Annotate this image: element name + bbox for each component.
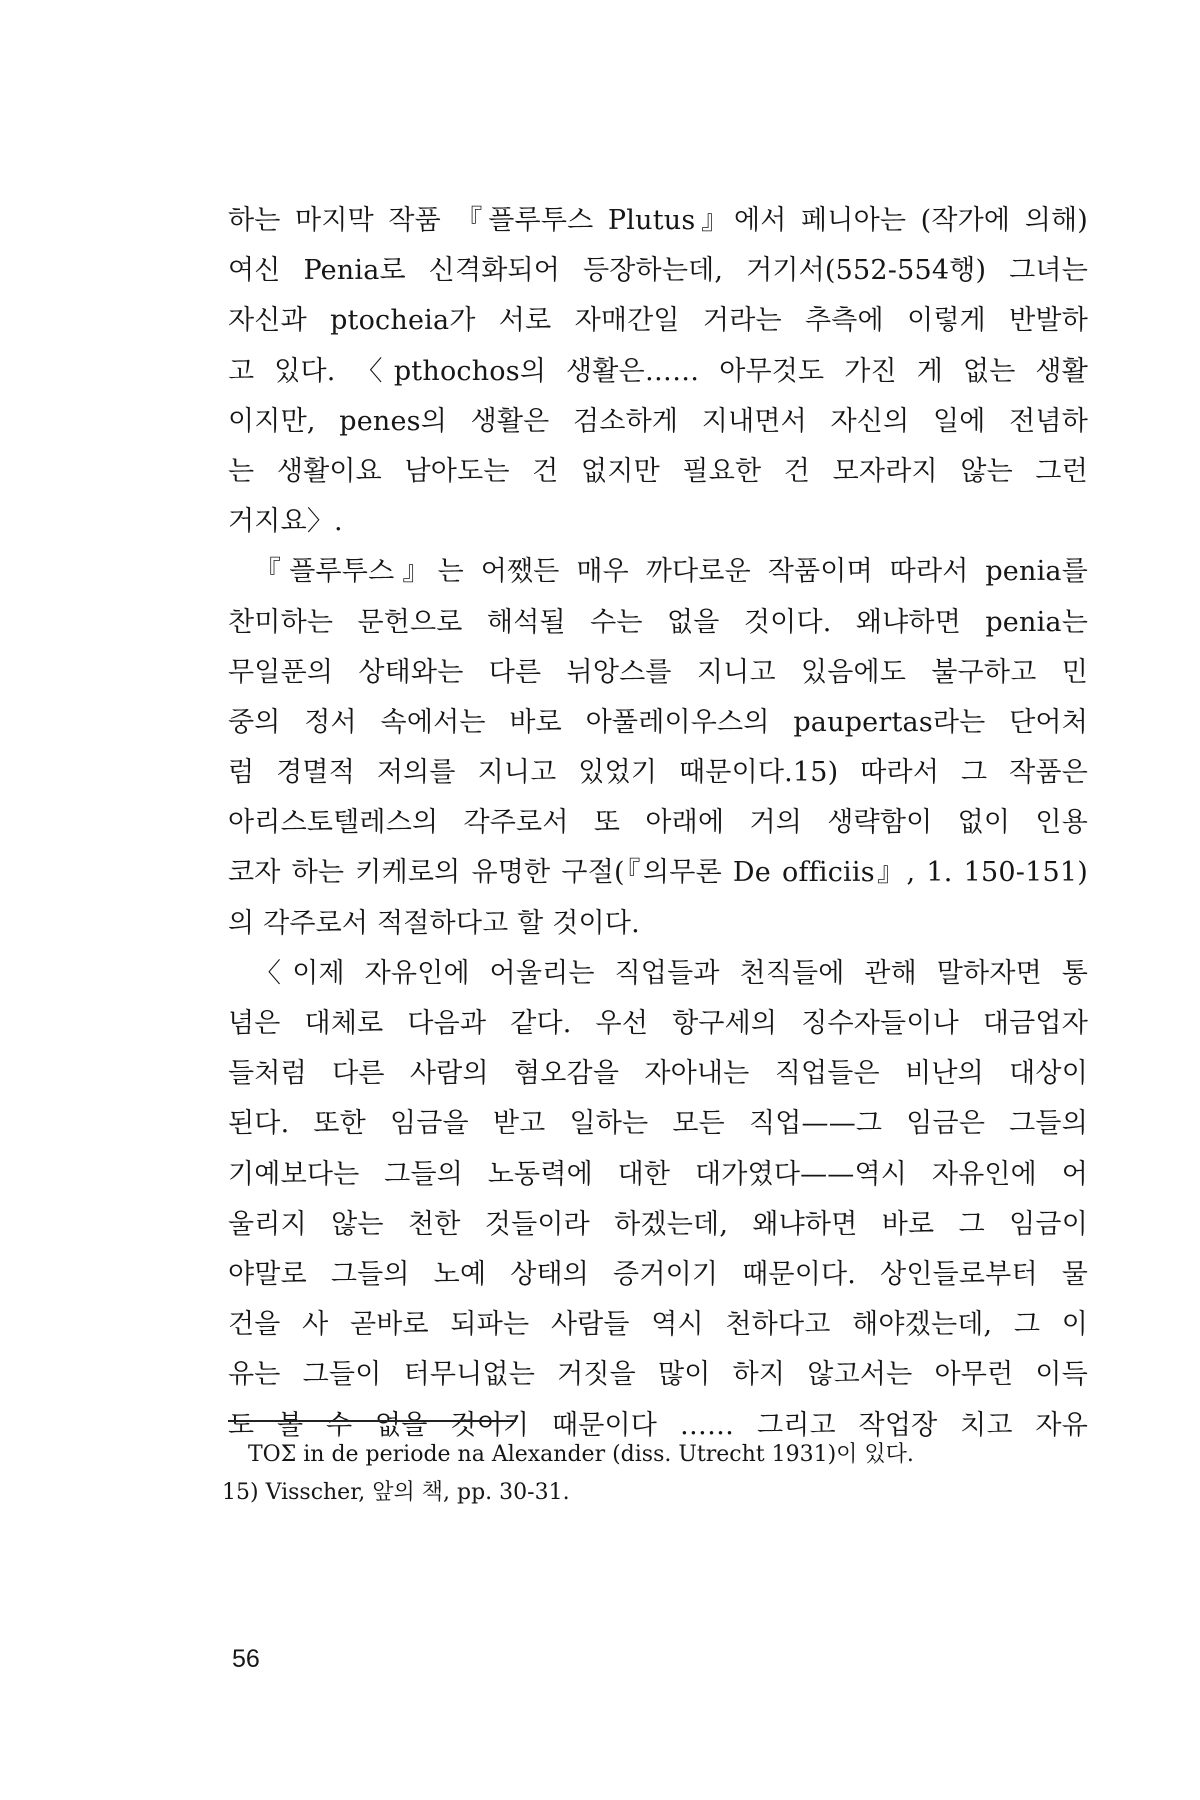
text-line: 『플루투스』는 어쨌든 매우 까다로운 작품이며 따라서 penia를	[254, 556, 1088, 588]
text-line: 야말로 그들의 노예 상태의 증거이기 때문이다. 상인들로부터 물	[228, 1258, 1088, 1290]
text-line: 찬미하는 문헌으로 해석될 수는 없을 것이다. 왜냐하면 penia는	[228, 606, 1088, 638]
text-line: 이지만, penes의 생활은 검소하게 지내면서 자신의 일에 전념하	[228, 405, 1088, 437]
text-line: 럼 경멸적 저의를 지니고 있었기 때문이다.15) 따라서 그 작품은	[228, 757, 1088, 789]
text-line: 된다. 또한 임금을 받고 일하는 모든 직업——그 임금은 그들의	[228, 1108, 1088, 1140]
text-line: 무일푼의 상태와는 다른 뉘앙스를 지니고 있음에도 불구하고 민	[228, 656, 1088, 688]
page-number: 56	[232, 1645, 260, 1673]
text-line: 〈이제 자유인에 어울리는 직업들과 천직들에 관해 말하자면 통	[254, 957, 1088, 989]
text-line: 들처럼 다른 사람의 혐오감을 자아내는 직업들은 비난의 대상이	[228, 1058, 1088, 1090]
text-line: 하는 마지막 작품 『플루투스 Plutus』에서 페니아는 (작가에 의해)	[228, 205, 1088, 236]
footnote-line: 15) Visscher, 앞의 책, pp. 30-31.	[222, 1480, 570, 1505]
footnote-line: ΤΟΣ in de periode na Alexander (diss. Utrecht 1931)이 있다.	[248, 1442, 914, 1467]
footnote-divider	[228, 1420, 516, 1422]
text-line: 아리스토텔레스의 각주로서 또 아래에 거의 생략함이 없이 인용	[228, 807, 1088, 839]
text-line: 거지요〉.	[228, 506, 343, 538]
text-line: 유는 그들이 터무니없는 거짓을 많이 하지 않고서는 아무런 이득	[228, 1359, 1088, 1391]
text-line: 중의 정서 속에서는 바로 아풀레이우스의 paupertas라는 단어처	[228, 706, 1088, 738]
text-line: 코자 하는 키케로의 유명한 구절(『의무론 De officiis』, 1. 150-151)	[228, 857, 1088, 889]
body-text	[228, 196, 1088, 1451]
text-line: 건을 사 곧바로 되파는 사람들 역시 천하다고 해야겠는데, 그 이	[228, 1309, 1088, 1341]
text-line: 자신과 ptocheia가 서로 자매간일 거라는 추측에 이렇게 반발하	[228, 305, 1088, 337]
text-line: 울리지 않는 천한 것들이라 하겠는데, 왜냐하면 바로 그 임금이	[228, 1208, 1088, 1240]
text-line: 도 볼 수 없을 것이기 때문이다 …… 그리고 작업장 치고 자유	[228, 1409, 1088, 1441]
text-line: 는 생활이요 남아도는 건 없지만 필요한 건 모자라지 않는 그런	[228, 455, 1088, 487]
text-line: 의 각주로서 적절하다고 할 것이다.	[228, 907, 640, 939]
text-line: 기예보다는 그들의 노동력에 대한 대가였다——역시 자유인에 어	[228, 1158, 1088, 1190]
text-line: 념은 대체로 다음과 같다. 우선 항구세의 징수자들이나 대금업자	[228, 1008, 1088, 1039]
footnotes	[222, 1436, 1068, 1512]
text-line: 고 있다. 〈pthochos의 생활은…… 아무것도 가진 게 없는 생활	[228, 355, 1088, 387]
text-line: 여신 Penia로 신격화되어 등장하는데, 거기서(552-554행) 그녀는	[228, 255, 1088, 287]
